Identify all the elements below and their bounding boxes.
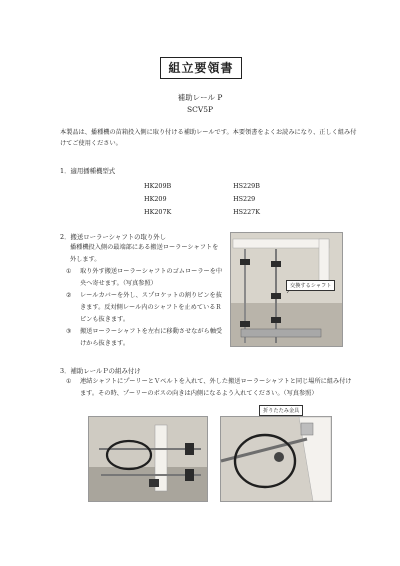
section1-heading: 1．適用播種機型式 bbox=[60, 167, 116, 175]
pulley-photo-left bbox=[88, 416, 208, 502]
section2-heading: 2．搬送ローラーシャフトの取り外し bbox=[60, 233, 167, 241]
model-cell: HK209B bbox=[144, 182, 172, 190]
step-item bbox=[66, 326, 224, 350]
model-row bbox=[128, 193, 298, 206]
step-text: 取り外す搬送ローラーシャフトのゴムローラーを中央へ寄せます。（写真参照） bbox=[80, 268, 223, 287]
step-number: ① bbox=[66, 378, 72, 385]
model-cell: HK209 bbox=[144, 195, 167, 203]
step-number: ③ bbox=[66, 328, 72, 335]
pulley-photo-right-drawing bbox=[221, 417, 331, 501]
pulley-photo-right bbox=[220, 408, 332, 502]
step-number: ① bbox=[66, 268, 72, 275]
step-text: 連結シャフトにプーリーとＶベルトを入れて、外した搬送ローラーシャフトと同じ場所に組み付けます。その時、プーリーのボスの向きは内側になるよう入れてください。（写真参照） bbox=[80, 378, 352, 397]
model-table bbox=[128, 180, 298, 219]
step-number: ② bbox=[66, 292, 72, 299]
section2-steps bbox=[66, 266, 224, 350]
section2-lead: 播種機投入側の最端部にある搬送ローラーシャフトを外します。 bbox=[70, 244, 219, 263]
step-text: 搬送ローラーシャフトを左右に移動させながら軸受けから抜きます。 bbox=[80, 328, 223, 347]
model-cell: HS227K bbox=[233, 208, 260, 216]
shaft-photo bbox=[230, 232, 343, 347]
document-title: 組立要領書 bbox=[160, 57, 242, 79]
model-row bbox=[128, 180, 298, 193]
pulley-photo-left-drawing bbox=[89, 417, 207, 501]
step-text: レールカバーを外し、スプロケットの割りピンを抜きます。反対側レール内のシャフトを止めているＲピンも抜きます。 bbox=[80, 292, 222, 323]
section3-heading: 3．補助レールＰの組み付け bbox=[60, 367, 141, 375]
model-cell: HS229B bbox=[233, 182, 260, 190]
step-item bbox=[66, 376, 354, 400]
model-row bbox=[128, 206, 298, 219]
photo-callout: 折りたたみ金具 bbox=[259, 405, 303, 416]
section3-steps bbox=[66, 376, 354, 400]
step-item bbox=[66, 266, 224, 290]
product-code: SCV5P bbox=[186, 105, 214, 114]
model-cell: HS229 bbox=[233, 195, 256, 203]
photo-callout: 交換するシャフト bbox=[286, 280, 335, 291]
intro-paragraph: 本製品は、播種機の苗箱投入側に取り付ける補助レールです。本要領書をよくお読みになり、正しく組み付けてご使用ください。 bbox=[60, 129, 357, 147]
step-item bbox=[66, 290, 224, 326]
model-cell: HK207K bbox=[144, 208, 172, 216]
product-name: 補助レール P bbox=[177, 93, 223, 102]
